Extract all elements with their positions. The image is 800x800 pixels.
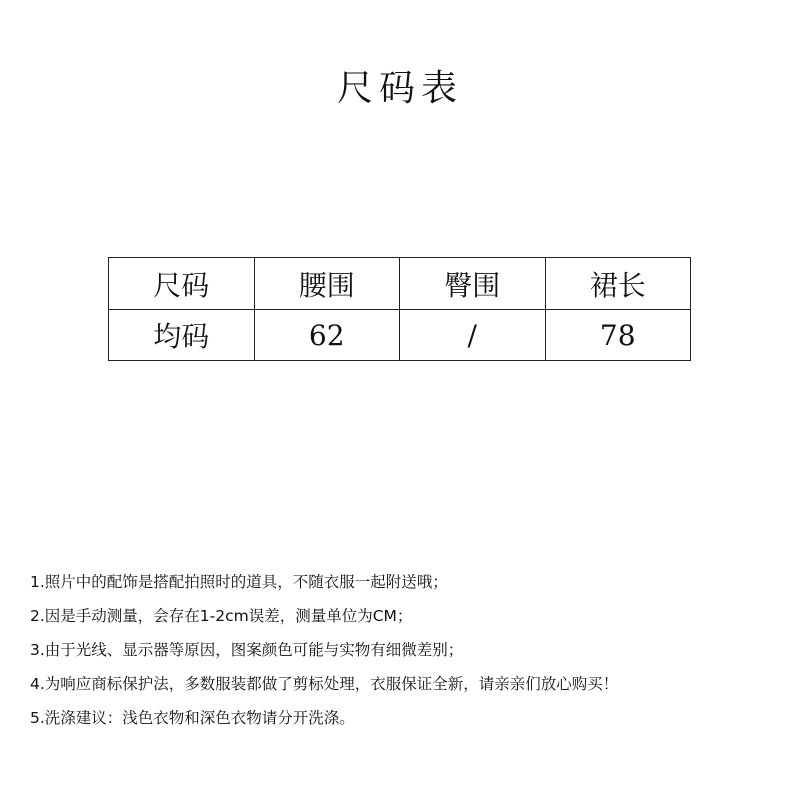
note-item: 3.由于光线、显示器等原因，图案颜色可能与实物有细微差别；: [30, 641, 464, 659]
cell-hip: /: [400, 310, 546, 361]
cell-size: 均码: [109, 310, 255, 361]
header-hip: 臀围: [400, 258, 546, 310]
notes-list: [30, 565, 790, 735]
header-size: 尺码: [109, 258, 255, 310]
note-item: 5.洗涤建议：浅色衣物和深色衣物请分开洗涤。: [30, 709, 355, 727]
note-item: 1.照片中的配饰是搭配拍照时的道具，不随衣服一起附送哦；: [30, 573, 448, 591]
note-item: 4.为响应商标保护法，多数服装都做了剪标处理，衣服保证全新，请亲亲们放心购买！: [30, 675, 619, 693]
header-waist: 腰围: [254, 258, 400, 310]
cell-skirt-length: 78: [545, 310, 691, 361]
table-row: [109, 310, 691, 361]
page-title: 尺码表: [336, 68, 463, 109]
size-table: [108, 257, 691, 361]
cell-waist: 62: [254, 310, 400, 361]
table-header-row: [109, 258, 691, 310]
note-item: 2.因是手动测量，会存在1-2cm误差，测量单位为CM；: [30, 607, 413, 625]
header-skirt-length: 裙长: [545, 258, 691, 310]
